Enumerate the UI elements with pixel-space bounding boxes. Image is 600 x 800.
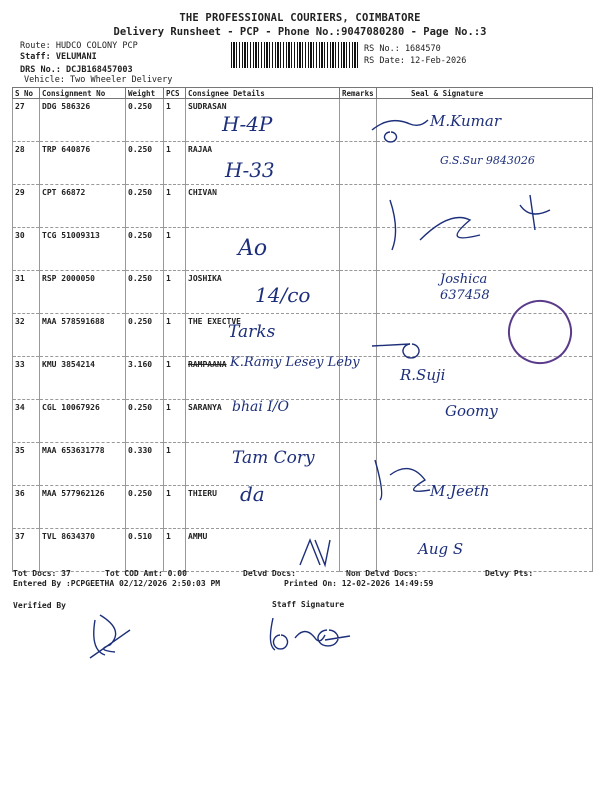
consignee: SUDRASAN — [186, 99, 340, 142]
non-delivered-docs: Non Delvd Docs: — [346, 569, 419, 578]
runsheet-title: Delivery Runsheet - PCP - Phone No.:9047080280 - Page No.:3 — [113, 26, 487, 38]
col-consignee: Consignee Details — [186, 88, 340, 99]
table-row — [13, 400, 593, 443]
consignment-no: TRP 640876 — [40, 142, 126, 185]
weight: 0.250 — [126, 271, 164, 314]
sno: 29 — [13, 185, 40, 228]
sno: 27 — [13, 99, 40, 142]
pcs: 1 — [164, 99, 186, 142]
total-docs: Tot Docs: 37 — [13, 569, 71, 578]
rs-number: RS No.: 1684570 — [364, 44, 441, 54]
signature-scribble — [370, 110, 430, 140]
sno: 31 — [13, 271, 40, 314]
total-cod: Tot COD Amt: 0.00 — [105, 569, 187, 578]
pcs: 1 — [164, 529, 186, 572]
consignment-no: CGL 10067926 — [40, 400, 126, 443]
consignment-no: RSP 2000050 — [40, 271, 126, 314]
signature-text: Joshica 637458 — [440, 272, 490, 303]
handwritten-note: 14/co — [255, 283, 311, 307]
consignment-no: DDG 586326 — [40, 99, 126, 142]
consignment-no: TVL 8634370 — [40, 529, 126, 572]
col-pcs: PCS — [164, 88, 186, 99]
consignment-no: MAA 653631778 — [40, 443, 126, 486]
consignee: AMMU — [186, 529, 340, 572]
signature-text: M.Jeeth — [430, 482, 490, 500]
signature-scribble — [295, 535, 345, 570]
handwritten-note: K.Ramy Lesey Leby — [230, 355, 360, 370]
pcs: 1 — [164, 228, 186, 271]
pcs: 1 — [164, 185, 186, 228]
printed-on: Printed On: 12-02-2026 14:49:59 — [284, 579, 434, 588]
signature-scribble — [370, 330, 440, 360]
weight: 0.250 — [126, 142, 164, 185]
sno: 30 — [13, 228, 40, 271]
consignment-no: KMU 3854214 — [40, 357, 126, 400]
weight: 0.250 — [126, 228, 164, 271]
pcs: 1 — [164, 357, 186, 400]
consignment-no: MAA 577962126 — [40, 486, 126, 529]
weight: 0.250 — [126, 185, 164, 228]
table-header — [13, 88, 593, 99]
weight: 3.160 — [126, 357, 164, 400]
verified-by-label: Verified By — [13, 601, 66, 610]
verifier-signature — [85, 610, 135, 660]
consignee: THIERU — [186, 486, 340, 529]
pcs: 1 — [164, 400, 186, 443]
handwritten-note: da — [240, 482, 265, 506]
consignee: JOSHIKA — [186, 271, 340, 314]
signature-text: Goomy — [445, 402, 498, 420]
table-row — [13, 99, 593, 142]
handwritten-note: Tarks — [228, 322, 276, 342]
col-sno: S No — [13, 88, 40, 99]
handwritten-note: H-4P — [222, 112, 273, 136]
signature-scribble — [380, 190, 560, 260]
weight: 0.330 — [126, 443, 164, 486]
entered-by: Entered By :PCPGEETHA 02/12/2026 2:50:03 PM — [13, 579, 221, 588]
pcs: 1 — [164, 314, 186, 357]
barcode — [231, 42, 359, 68]
consignee: RAJAA — [186, 142, 340, 185]
sno: 36 — [13, 486, 40, 529]
signature-text: M.Kumar — [430, 112, 502, 130]
drs-number: DRS No.: DCJB168457003 — [20, 65, 133, 75]
consignee: THE EXECTVE — [186, 314, 340, 357]
signature-text: Aug S — [418, 540, 464, 558]
pcs: 1 — [164, 443, 186, 486]
rs-date: RS Date: 12-Feb-2026 — [364, 56, 467, 66]
consignee: CHIVAN — [186, 185, 340, 228]
sno: 37 — [13, 529, 40, 572]
sno: 35 — [13, 443, 40, 486]
signature-text: G.S.Sur 9843026 — [440, 154, 535, 167]
delivery-points: Delvy Pts: — [485, 569, 534, 578]
company-title: THE PROFESSIONAL COURIERS, COIMBATORE — [179, 12, 421, 24]
sno: 33 — [13, 357, 40, 400]
weight: 0.250 — [126, 400, 164, 443]
sno: 28 — [13, 142, 40, 185]
staff-signature-label: Staff Signature — [272, 600, 345, 609]
consignment-no: TCG 51009313 — [40, 228, 126, 271]
consignment-no: MAA 578591688 — [40, 314, 126, 357]
handwritten-note: Tam Cory — [232, 448, 315, 468]
table-row — [13, 486, 593, 529]
table-row — [13, 314, 593, 357]
route: Route: HUDCO COLONY PCP — [20, 41, 138, 51]
consignee: SARANYA — [186, 400, 340, 443]
pcs: 1 — [164, 271, 186, 314]
signature-text: R.Suji — [400, 366, 446, 384]
signature-scribble — [370, 455, 440, 505]
sno: 34 — [13, 400, 40, 443]
pcs: 1 — [164, 486, 186, 529]
delivered-docs: Delvd Docs: — [243, 569, 296, 578]
staff-signature — [265, 610, 355, 655]
pcs: 1 — [164, 142, 186, 185]
weight: 0.250 — [126, 486, 164, 529]
col-seal-signature: Seal & Signature — [377, 88, 593, 99]
weight: 0.250 — [126, 99, 164, 142]
col-remarks: Remarks — [340, 88, 377, 99]
consignment-no: CPT 66872 — [40, 185, 126, 228]
handwritten-note: bhai I/O — [232, 399, 289, 415]
consignee: RAMPAANA — [186, 357, 340, 400]
vehicle: Vehicle: Two Wheeler Delivery — [24, 75, 173, 85]
weight: 0.250 — [126, 314, 164, 357]
weight: 0.510 — [126, 529, 164, 572]
sno: 32 — [13, 314, 40, 357]
col-consignment: Consignment No — [40, 88, 126, 99]
col-weight: Weight — [126, 88, 164, 99]
handwritten-note: Ao — [238, 236, 268, 261]
handwritten-note: H-33 — [225, 158, 275, 182]
staff: Staff: VELUMANI — [20, 52, 97, 62]
